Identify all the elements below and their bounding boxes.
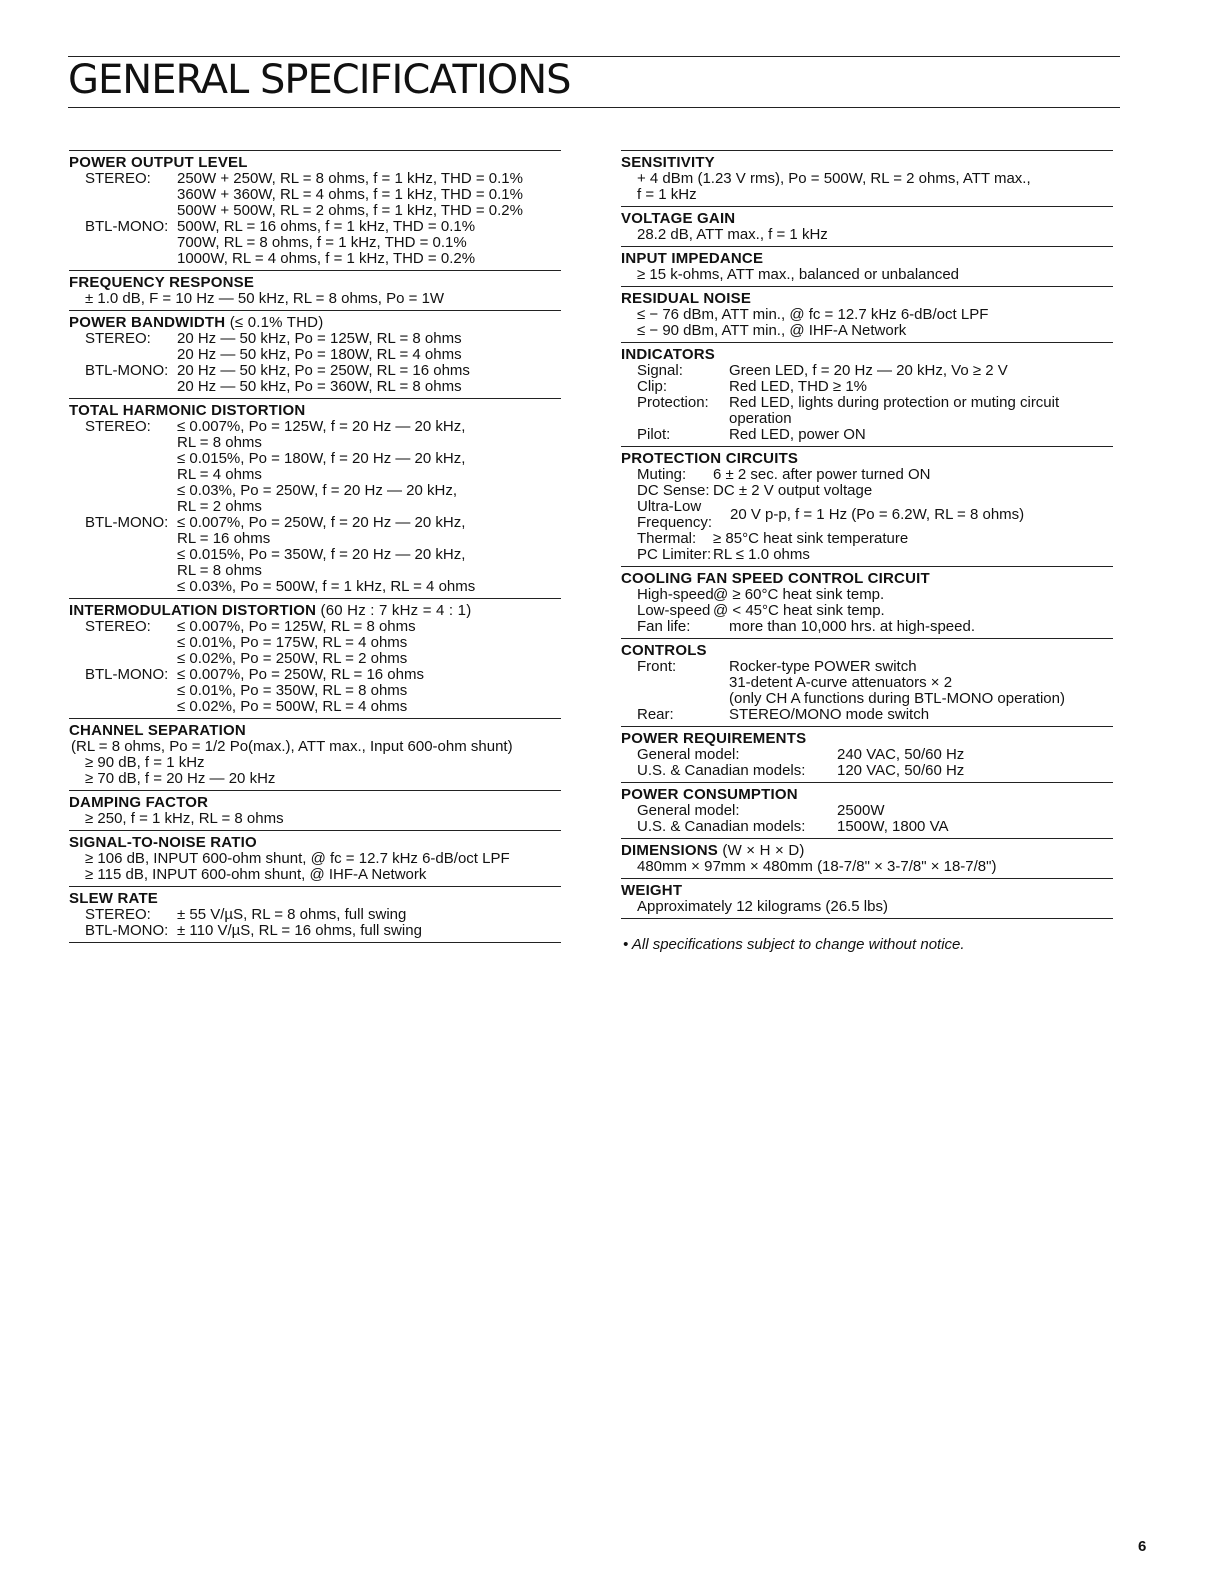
spec-value: STEREO/MONO mode switch bbox=[729, 706, 930, 723]
spec-row bbox=[69, 419, 561, 515]
spec-row bbox=[69, 219, 561, 267]
spec-row bbox=[621, 531, 1113, 547]
spec-value: ≤ 0.01%, Po = 175W, RL = 4 ohms bbox=[177, 634, 408, 651]
spec-label: Low-speed bbox=[637, 602, 711, 619]
spec-label: DC Sense: bbox=[637, 482, 710, 499]
spec-row bbox=[621, 587, 1113, 603]
spec-label: BTL-MONO: bbox=[85, 514, 169, 531]
power-consumption-section bbox=[621, 782, 1113, 838]
spec-label: BTL-MONO: bbox=[85, 362, 169, 379]
spec-row bbox=[621, 395, 1113, 427]
spec-value: RL = 8 ohms bbox=[177, 434, 262, 451]
spec-value: ≥ 106 dB, INPUT 600-ohm shunt, @ fc = 12.7 kHz 6-dB/oct LPF bbox=[85, 850, 510, 867]
spec-row bbox=[621, 427, 1113, 443]
spec-value: ≤ − 90 dBm, ATT min., @ IHF-A Network bbox=[637, 322, 907, 339]
spec-label: STEREO: bbox=[85, 418, 151, 435]
spec-label: Rear: bbox=[637, 706, 674, 723]
spec-value: operation bbox=[729, 410, 792, 427]
spec-value: ≤ − 76 dBm, ATT min., @ fc = 12.7 kHz 6-dB/oct LPF bbox=[637, 306, 989, 323]
spec-row bbox=[621, 499, 1113, 531]
spec-value: ≥ 250, f = 1 kHz, RL = 8 ohms bbox=[85, 810, 284, 827]
left-column bbox=[69, 150, 561, 943]
spec-value: f = 1 kHz bbox=[637, 186, 697, 203]
section-heading: WEIGHT bbox=[621, 882, 683, 899]
section-heading: SIGNAL-TO-NOISE RATIO bbox=[69, 834, 257, 851]
page-title: GENERAL SPECIFICATIONS bbox=[68, 57, 571, 103]
spec-label: General model: bbox=[637, 802, 740, 819]
spec-value: ≥ 70 dB, f = 20 Hz — 20 kHz bbox=[85, 770, 276, 787]
input-impedance-section bbox=[621, 246, 1113, 286]
spec-value: RL ≤ 1.0 ohms bbox=[713, 546, 810, 563]
weight-section bbox=[621, 878, 1113, 919]
spec-label: Clip: bbox=[637, 378, 668, 395]
section-heading: CHANNEL SEPARATION bbox=[69, 722, 246, 739]
dimensions-section bbox=[621, 838, 1113, 878]
spec-value: ≤ 0.01%, Po = 350W, RL = 8 ohms bbox=[177, 682, 408, 699]
frequency-response-section bbox=[69, 270, 561, 310]
section-heading: TOTAL HARMONIC DISTORTION bbox=[69, 402, 306, 419]
section-heading: SENSITIVITY bbox=[621, 154, 715, 171]
heading-suffix: (≤ 0.1% THD) bbox=[225, 314, 324, 331]
section-heading: PROTECTION CIRCUITS bbox=[621, 450, 799, 467]
section-heading bbox=[69, 315, 561, 331]
spec-row bbox=[69, 619, 561, 667]
spec-label: PC Limiter: bbox=[637, 546, 712, 563]
snr-section bbox=[69, 830, 561, 886]
heading-suffix: (60 Hz : 7 kHz = 4 : 1) bbox=[316, 602, 472, 619]
spec-label: Thermal: bbox=[637, 530, 697, 547]
spec-value: 20 V p-p, f = 1 Hz (Po = 6.2W, RL = 8 ohms) bbox=[730, 506, 1025, 523]
spec-row bbox=[69, 171, 561, 219]
spec-value: Red LED, power ON bbox=[729, 426, 866, 443]
spec-value: 500W, RL = 16 ohms, f = 1 kHz, THD = 0.1% bbox=[177, 218, 476, 235]
spec-value: 31-detent A-curve attenuators × 2 bbox=[729, 674, 953, 691]
section-heading: COOLING FAN SPEED CONTROL CIRCUIT bbox=[621, 570, 930, 587]
thd-section bbox=[69, 398, 561, 598]
spec-value: Green LED, f = 20 Hz — 20 kHz, Vo ≥ 2 V bbox=[729, 362, 1008, 379]
spec-value: 250W + 250W, RL = 8 ohms, f = 1 kHz, THD = 0.1% bbox=[177, 170, 523, 187]
spec-value: 480mm × 97mm × 480mm (18-7/8" × 3-7/8" × 18-7/8") bbox=[637, 858, 997, 875]
spec-value: RL = 2 ohms bbox=[177, 498, 262, 515]
section-heading: INPUT IMPEDANCE bbox=[621, 250, 764, 267]
spec-value: ≥ 15 k-ohms, ATT max., balanced or unbalanced bbox=[637, 266, 960, 283]
spec-row bbox=[621, 659, 1113, 707]
spec-value: 360W + 360W, RL = 4 ohms, f = 1 kHz, THD = 0.1% bbox=[177, 186, 523, 203]
section-heading: CONTROLS bbox=[621, 642, 707, 659]
cooling-fan-section bbox=[621, 566, 1113, 638]
spec-row bbox=[621, 619, 1113, 635]
spec-value: ≥ 90 dB, f = 1 kHz bbox=[85, 754, 205, 771]
section-heading: FREQUENCY RESPONSE bbox=[69, 274, 255, 291]
spec-label: Protection: bbox=[637, 394, 709, 411]
spec-row bbox=[621, 603, 1113, 619]
spec-value: 700W, RL = 8 ohms, f = 1 kHz, THD = 0.1% bbox=[177, 234, 467, 251]
spec-label: BTL-MONO: bbox=[85, 922, 169, 939]
spec-row bbox=[621, 819, 1113, 835]
section-heading bbox=[69, 603, 561, 619]
power-bandwidth-section bbox=[69, 310, 561, 398]
spec-value: ≥ 115 dB, INPUT 600-ohm shunt, @ IHF-A Network bbox=[85, 866, 427, 883]
spec-label: General model: bbox=[637, 746, 740, 763]
spec-value: RL = 8 ohms bbox=[177, 562, 262, 579]
spec-label: STEREO: bbox=[85, 170, 151, 187]
spec-value: ≤ 0.007%, Po = 250W, RL = 16 ohms bbox=[177, 666, 424, 683]
spec-value: ≤ 0.007%, Po = 250W, f = 20 Hz — 20 kHz, bbox=[177, 514, 466, 531]
spec-value: ± 110 V/µS, RL = 16 ohms, full swing bbox=[177, 922, 422, 939]
spec-row bbox=[621, 747, 1113, 763]
spec-value: Red LED, THD ≥ 1% bbox=[729, 378, 868, 395]
title-underline bbox=[68, 107, 1120, 108]
spec-value: 2500W bbox=[837, 802, 885, 819]
section-heading: RESIDUAL NOISE bbox=[621, 290, 752, 307]
spec-value: (only CH A functions during BTL-MONO operation) bbox=[729, 690, 1065, 707]
spec-label: BTL-MONO: bbox=[85, 666, 169, 683]
spec-value: (RL = 8 ohms, Po = 1/2 Po(max.), ATT max., Input 600-ohm shunt) bbox=[71, 738, 513, 755]
spec-row bbox=[621, 379, 1113, 395]
spec-value: Red LED, lights during protection or muting circuit bbox=[729, 394, 1060, 411]
spec-row bbox=[69, 331, 561, 363]
spec-value: ≥ 85°C heat sink temperature bbox=[713, 530, 909, 547]
spec-value: ≤ 0.02%, Po = 500W, RL = 4 ohms bbox=[177, 698, 408, 715]
spec-row bbox=[621, 363, 1113, 379]
spec-label: Muting: bbox=[637, 466, 687, 483]
spec-value: 120 VAC, 50/60 Hz bbox=[837, 762, 965, 779]
spec-row bbox=[621, 803, 1113, 819]
power-requirements-section bbox=[621, 726, 1113, 782]
spec-label: STEREO: bbox=[85, 906, 151, 923]
section-heading: VOLTAGE GAIN bbox=[621, 210, 736, 227]
section-heading: SLEW RATE bbox=[69, 890, 159, 907]
heading-text: INTERMODULATION DISTORTION bbox=[69, 602, 317, 619]
spec-value: + 4 dBm (1.23 V rms), Po = 500W, RL = 2 ohms, ATT max., bbox=[637, 170, 1031, 187]
spec-row bbox=[69, 515, 561, 595]
section-heading: POWER REQUIREMENTS bbox=[621, 730, 807, 747]
spec-value: ± 55 V/µS, RL = 8 ohms, full swing bbox=[177, 906, 407, 923]
spec-label: U.S. & Canadian models: bbox=[637, 818, 806, 835]
spec-value: ≤ 0.015%, Po = 180W, f = 20 Hz — 20 kHz, bbox=[177, 450, 466, 467]
controls-section bbox=[621, 638, 1113, 726]
spec-value: @ ≥ 60°C heat sink temp. bbox=[713, 586, 885, 603]
spec-value: 20 Hz — 50 kHz, Po = 125W, RL = 8 ohms bbox=[177, 330, 462, 347]
spec-row bbox=[69, 667, 561, 715]
spec-label: Signal: bbox=[637, 362, 683, 379]
spec-label: BTL-MONO: bbox=[85, 218, 169, 235]
spec-value: more than 10,000 hrs. at high-speed. bbox=[729, 618, 975, 635]
spec-value: 20 Hz — 50 kHz, Po = 180W, RL = 4 ohms bbox=[177, 346, 462, 363]
damping-factor-section bbox=[69, 790, 561, 830]
spec-label: Ultra-Low Frequency: bbox=[637, 498, 713, 531]
section-heading: INDICATORS bbox=[621, 346, 715, 363]
spec-value: ≤ 0.015%, Po = 350W, f = 20 Hz — 20 kHz, bbox=[177, 546, 466, 563]
section-heading: POWER CONSUMPTION bbox=[621, 786, 798, 803]
spec-row bbox=[69, 907, 561, 923]
spec-row bbox=[69, 363, 561, 395]
spec-value: RL = 4 ohms bbox=[177, 466, 262, 483]
spec-value: DC ± 2 V output voltage bbox=[713, 482, 873, 499]
spec-value: 240 VAC, 50/60 Hz bbox=[837, 746, 965, 763]
spec-row bbox=[621, 763, 1113, 779]
spec-value: Approximately 12 kilograms (26.5 lbs) bbox=[637, 898, 888, 915]
power-output-section bbox=[69, 150, 561, 270]
spec-label: Pilot: bbox=[637, 426, 671, 443]
spec-value: 28.2 dB, ATT max., f = 1 kHz bbox=[637, 226, 828, 243]
spec-row bbox=[621, 707, 1113, 723]
footnote: • All specifications subject to change without notice. bbox=[623, 936, 965, 953]
spec-row bbox=[69, 923, 561, 939]
spec-row bbox=[621, 483, 1113, 499]
spec-value: 20 Hz — 50 kHz, Po = 360W, RL = 8 ohms bbox=[177, 378, 462, 395]
heading-text: DIMENSIONS bbox=[621, 842, 719, 859]
slew-rate-section bbox=[69, 886, 561, 943]
right-column bbox=[621, 150, 1113, 953]
spec-value: ≤ 0.007%, Po = 125W, f = 20 Hz — 20 kHz, bbox=[177, 418, 466, 435]
spec-value: 6 ± 2 sec. after power turned ON bbox=[713, 466, 931, 483]
spec-value: ≤ 0.02%, Po = 250W, RL = 2 ohms bbox=[177, 650, 408, 667]
residual-noise-section bbox=[621, 286, 1113, 342]
page-number: 6 bbox=[1138, 1538, 1147, 1555]
spec-value: ≤ 0.03%, Po = 500W, f = 1 kHz, RL = 4 ohms bbox=[177, 578, 476, 595]
spec-value: 1000W, RL = 4 ohms, f = 1 kHz, THD = 0.2% bbox=[177, 250, 476, 267]
spec-value: 500W + 500W, RL = 2 ohms, f = 1 kHz, THD = 0.2% bbox=[177, 202, 523, 219]
spec-value: @ < 45°C heat sink temp. bbox=[713, 602, 885, 619]
spec-value: ≤ 0.03%, Po = 250W, f = 20 Hz — 20 kHz, bbox=[177, 482, 458, 499]
spec-value: ± 1.0 dB, F = 10 Hz — 50 kHz, RL = 8 ohms, Po = 1W bbox=[85, 290, 445, 307]
spec-value: ≤ 0.007%, Po = 125W, RL = 8 ohms bbox=[177, 618, 416, 635]
sensitivity-section bbox=[621, 150, 1113, 206]
spec-value: Rocker-type POWER switch bbox=[729, 658, 917, 675]
section-heading: DAMPING FACTOR bbox=[69, 794, 209, 811]
voltage-gain-section bbox=[621, 206, 1113, 246]
heading-text: POWER BANDWIDTH bbox=[69, 314, 226, 331]
protection-circuits-section bbox=[621, 446, 1113, 566]
spec-label: High-speed bbox=[637, 586, 714, 603]
spec-label: Fan life: bbox=[637, 618, 691, 635]
spec-value: 20 Hz — 50 kHz, Po = 250W, RL = 16 ohms bbox=[177, 362, 470, 379]
spec-label: STEREO: bbox=[85, 618, 151, 635]
spec-row bbox=[621, 467, 1113, 483]
indicators-section bbox=[621, 342, 1113, 446]
section-heading: POWER OUTPUT LEVEL bbox=[69, 154, 248, 171]
spec-label: Front: bbox=[637, 658, 677, 675]
section-heading bbox=[621, 843, 1113, 859]
channel-separation-section bbox=[69, 718, 561, 790]
spec-label: STEREO: bbox=[85, 330, 151, 347]
spec-label: U.S. & Canadian models: bbox=[637, 762, 806, 779]
spec-value: 1500W, 1800 VA bbox=[837, 818, 949, 835]
heading-suffix: (W × H × D) bbox=[718, 842, 805, 859]
imd-section bbox=[69, 598, 561, 718]
spec-value: RL = 16 ohms bbox=[177, 530, 271, 547]
spec-row bbox=[621, 547, 1113, 563]
